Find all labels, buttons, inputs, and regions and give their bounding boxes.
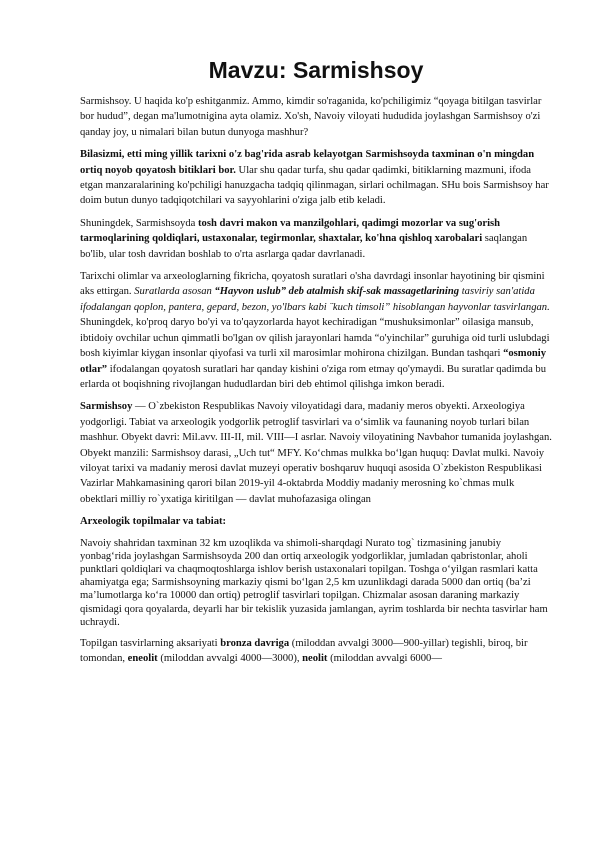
section-heading-text: Arxeologik topilmalar va tabiat: xyxy=(80,516,227,528)
rock-inscriptions-bold: Bilasizmi, etti ming yillik tarixni o'z bag'rida asrab kelayotgan Sarmishsoyda taxminan o'n mingdan ortiq noyob qoyatosh bitiklari bor. xyxy=(80,149,535,176)
dating-text-2: (miloddan avvalgi 3000—900-yillar) tegishli, biroq, bir tomondan, xyxy=(80,637,528,665)
eneolithic-bold: eneolit xyxy=(127,653,158,665)
dating-text-4: (miloddan avvalgi 6000— xyxy=(327,653,442,665)
page-title: Mavzu: Sarmishsoy xyxy=(208,57,424,83)
paragraph-findings xyxy=(80,537,552,629)
animal-style-bold-italic: “Hayvon uslub” deb atalmish skif-sak massagetlarining xyxy=(214,286,460,298)
dating-text-1: Topilgan tasvirlarning aksariyati xyxy=(80,637,221,649)
animal-style-italic-2: tasviriy san'atida ifodalangan qoplon, pantera, gepard, bezon, yo'lbars kabi ¨kuch timsoli” hisoblangan hayvonlar tasvirlangan. xyxy=(80,286,550,313)
animal-style-italic-1: Suratlarda asosan xyxy=(134,286,215,298)
settlements-text-1: Shuningdek, Sarmishsoyda xyxy=(80,217,199,229)
neolithic-bold: neolit xyxy=(302,653,328,665)
paragraph-definition xyxy=(80,399,552,507)
rock-inscriptions-text: Ular shu qadar turfa, shu qadar qadimki, bitiklarning mazmuni, ifoda etgan manzaralarining ko'pchiligi hanuzgacha tadqiq qilinmagan, sirlari ochilmagan. SHu bois Sarmishsoy har doim butun dunyo tadqiqotchilari va sayyohlarini o'ziga jalb etib keladi. xyxy=(80,164,549,207)
animal-style-text-3: ifodalangan qoyatosh suratlari har qanday kishini o'ziga rom etmay qo'ymaydi. Bu suratlar qadimda bu erlarda ot boqishning rivojlangan hududlardan biri deb ehtimol qilishga imkon beradi. xyxy=(80,363,547,390)
intro-text: Sarmishsoy. U haqida ko'p eshitganmiz. Ammo, kimdir so'raganida, ko'pchiligimiz “qoyaga bitilgan tasvirlar bor hudud”, degan ma'lumotnigina ayta olamiz. Xo'sh, Navoiy viloyati hududida joylashgan Sarmishsoy o'zi qanday joy, u nimalari bilan butun dunyoga mashhur? xyxy=(80,96,542,138)
section-heading xyxy=(80,514,552,529)
dating-text-3: (miloddan avvalgi 4000—3000), xyxy=(157,653,303,665)
intro-paragraph xyxy=(80,94,552,140)
definition-text: — O`zbekiston Respublikas Navoiy viloyatidagi dara, madaniy meros obyekti. Arxeologiya yodgorligi. Tabiat va arxeologik yodgorlik petroglif tasvirlari va oʻsimlik va faunaning noyob turlari bilan mashhur. Obyekt davri: Mil.avv. III-II, mil. VIII—I asrlar. Navoiy viloyatining Navbahor tumanida joylashgan. Obyekt manzili: Sarmishsoy darasi, „Uch tut“ MFY. Koʻchmas mulkka boʻlgan huquq: Davlat mulki. Navoiy viloyat tarixi va madaniy merosi davlat muzeyi operativ boshqaruv huquqi asosida O`zbekiston Respublikasi Vazirlar Mahkamasining qarori bilan 2019-yil 4-oktabrda Moddiy madaniy merosning ko`chmas mulk obektlari milliy ro`yxatiga kiritilgan — davlat muhofazasiga olingan xyxy=(80,401,552,505)
settlements-text-2: saqlangan bo'lib, ular tosh davridan boshlab to o'rta asrlarga qadar davrlanadi. xyxy=(80,233,528,260)
paragraph-rock-inscriptions xyxy=(80,147,552,209)
animal-style-text-2: Shuningdek, ko'proq daryo bo'yi va to'qayzorlarda hayot kechiradigan “mushuksimonlar” oilasiga mansub, ibtidoiy ovchilar uchun qimmatli bo'lgan ov qilish jarayonlari hamda “o'yinchilar” guruhiga oid turli uslubdagi bosh kiyimlar kiygan insonlar qiyofasi va turli xil marosimlar mohirona chizilgan. Bundan tashqari xyxy=(80,317,550,360)
animal-style-text-1: Tarixchi olimlar va arxeologlarning fikricha, qoyatosh suratlari o'sha davrdagi insonlar hayotining bir qismini aks ettirgan. xyxy=(80,271,545,298)
definition-term: Sarmishsoy xyxy=(80,401,133,413)
findings-text: Navoiy shahridan taxminan 32 km uzoqlikda va shimoli-sharqdagi Nurato tog` tizmasining janubiy yonbagʻrida joylashgan Sarmishsoyda 200 dan ortiq arxeologik yodgorliklar, jumladan qabristonlar, aholi punktlari qoldiqlari va chaqmoqtoshlarga ishlov berish ustaxonalari topilgan. Toshga oʻyilgan rasmlari katta ahamiyatga ega; Sarmishsoyning markaziy qismi boʻlgan 2,5 km uzunlikdagi darada 5000 dan ortiq (baʼzi maʼlumotlarga koʻra 10000 dan ortiq) petroglif tasvirlari topilgan. Chizmalar asosan daraning markaziy qismidagi qora qoyalarda, deyarli har bir tekislik yuzasida jamlangan, ayrim toshlarda bir nechta tasvirlar ham uchraydi. xyxy=(80,537,548,628)
paragraph-animal-style xyxy=(80,269,552,392)
bronze-age-bold: bronza davriga xyxy=(220,637,290,649)
settlements-bold: tosh davri makon va manzilgohlari, qadimgi mozorlar va sug'orish tarmoqlarining qoldiqlari, ustaxonalar, tegirmonlar, shaxtalar, ko'hna qishloq xarobalari xyxy=(80,217,501,245)
paragraph-settlements xyxy=(80,216,552,262)
paragraph-dating xyxy=(80,636,552,667)
heavenly-horses-bold: “osmoniy otlar” xyxy=(80,348,547,375)
